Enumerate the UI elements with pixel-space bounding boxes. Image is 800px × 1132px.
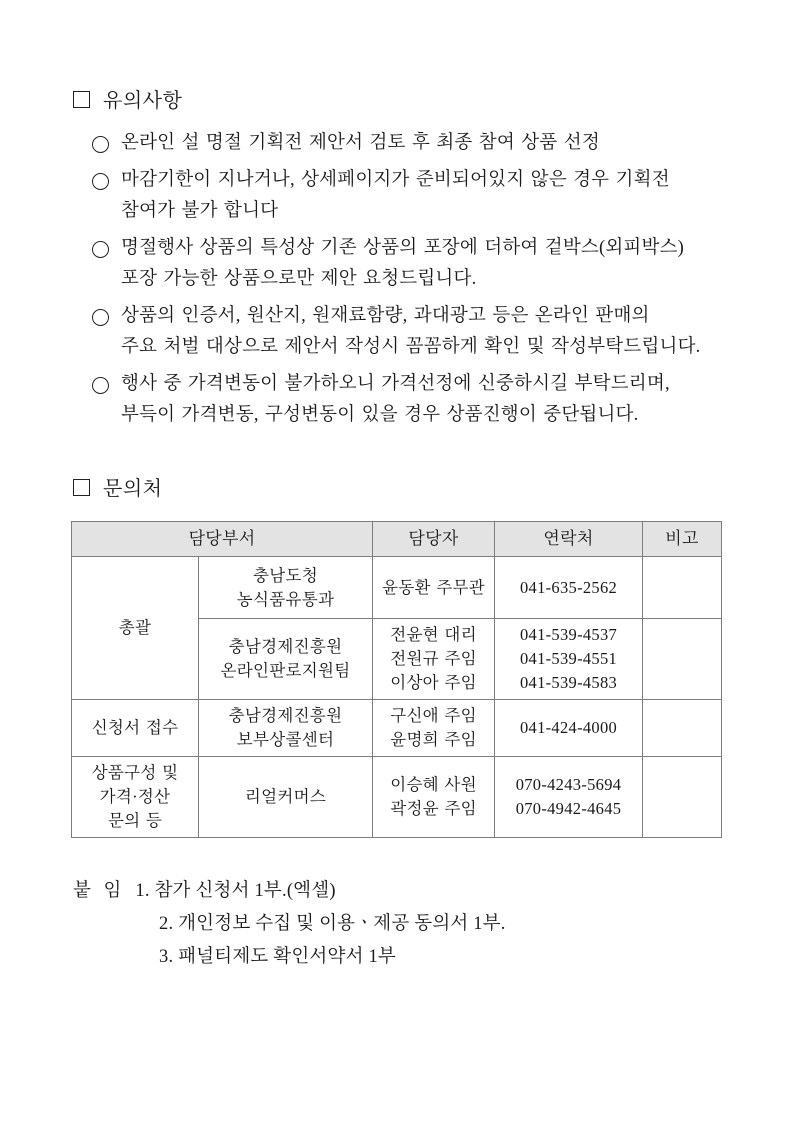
table-header-row [72, 522, 722, 557]
contact-heading-text: 문의처 [103, 478, 163, 500]
attachments-section [73, 875, 733, 974]
notices-section-heading [73, 90, 182, 111]
phone-line: 041-424-4000 [519, 718, 618, 737]
notice-item-1 [92, 128, 752, 159]
square-marker-icon [73, 479, 90, 496]
notice-item-2 [92, 165, 752, 227]
person-line: 윤동환 주무관 [382, 577, 485, 597]
cell-remarks [643, 619, 722, 700]
column-header-remarks: 비고 [643, 522, 722, 557]
notice-line: 행사 중 가격변동이 불가하오니 가격선정에 신중하시길 부탁드리며, [121, 374, 670, 394]
cell-person [373, 619, 495, 700]
circle-marker-icon [92, 241, 109, 258]
attachment-item-1: 1. 참가 신청서 1부.(엑셀) [135, 881, 336, 901]
cell-category-product [72, 757, 199, 838]
cell-category-chonggwal: 총괄 [72, 557, 199, 700]
category-line: 가격·정산 [99, 787, 171, 806]
cell-phone [495, 619, 643, 700]
notice-item-5 [92, 369, 752, 431]
circle-marker-icon [92, 377, 109, 394]
person-line: 이상아 주임 [390, 673, 477, 692]
person-line: 구신애 주임 [390, 706, 477, 725]
person-line: 곽정윤 주임 [390, 799, 477, 818]
notice-item-3 [92, 233, 752, 295]
table-row [72, 700, 722, 757]
person-line: 전윤현 대리 [390, 625, 477, 644]
notice-item-4 [92, 301, 752, 363]
notice-line: 포장 가능한 상품으로만 제안 요청드립니다. [121, 269, 477, 289]
attachment-item-3: 3. 패널티제도 확인서약서 1부 [159, 947, 396, 967]
table-row [72, 557, 722, 619]
notice-line: 마감기한이 지나거나, 상세페이지가 준비되어있지 않은 경우 기획전 [121, 170, 670, 190]
cell-category-application: 신청서 접수 [72, 700, 199, 757]
contact-section-heading [73, 478, 162, 499]
cell-organization [199, 619, 373, 700]
org-line: 충남도청 [253, 565, 318, 585]
circle-marker-icon [92, 173, 109, 190]
contact-table-container [71, 521, 721, 838]
circle-marker-icon [92, 309, 109, 326]
org-line: 리얼커머스 [244, 787, 327, 806]
cell-phone [495, 557, 643, 619]
cell-person [373, 557, 495, 619]
org-line: 충남경제진흥원 [228, 637, 343, 656]
notice-item-2-body [121, 165, 752, 227]
category-line: 상품구성 및 [91, 763, 179, 782]
notice-line: 온라인 설 명절 기획전 제안서 검토 후 최종 참여 상품 선정 [121, 133, 600, 153]
notices-list [92, 128, 752, 437]
org-line: 보부상콜센터 [236, 730, 335, 749]
phone-line: 070-4942-4645 [515, 799, 622, 818]
org-line: 충남경제진흥원 [228, 706, 343, 725]
phone-line: 070-4243-5694 [515, 775, 622, 794]
phone-line: 041-539-4537 [519, 625, 618, 644]
cell-organization [199, 757, 373, 838]
notice-line: 명절행사 상품의 특성상 기존 상품의 포장에 더하여 겉박스(외피박스) [121, 238, 684, 258]
cell-remarks [643, 557, 722, 619]
cell-remarks [643, 700, 722, 757]
circle-marker-icon [92, 136, 109, 153]
notice-line: 상품의 인증서, 원산지, 원재료함량, 과대광고 등은 온라인 판매의 [121, 306, 650, 326]
cell-phone [495, 700, 643, 757]
notice-item-5-body [121, 369, 752, 431]
notice-line: 주요 처벌 대상으로 제안서 작성시 꼼꼼하게 확인 및 작성부탁드립니다. [121, 337, 701, 357]
phone-line: 041-635-2562 [519, 577, 618, 597]
cell-phone [495, 757, 643, 838]
table-row [72, 757, 722, 838]
column-header-person: 담당자 [373, 522, 495, 557]
column-header-department: 담당부서 [72, 522, 373, 557]
org-line: 온라인판로지원팀 [220, 661, 351, 680]
cell-organization [199, 700, 373, 757]
cell-person [373, 700, 495, 757]
column-header-phone: 연락처 [495, 522, 643, 557]
notice-item-4-body [121, 301, 752, 363]
notice-item-1-body [121, 128, 752, 159]
notice-item-3-body [121, 233, 752, 295]
person-line: 전원규 주임 [390, 649, 477, 668]
phone-line: 041-539-4551 [519, 649, 618, 668]
attachments-label: 붙 임 [73, 881, 126, 901]
notices-heading-text: 유의사항 [103, 90, 183, 112]
cell-remarks [643, 757, 722, 838]
cell-organization [199, 557, 373, 619]
person-line: 이승혜 사원 [390, 775, 477, 794]
contact-table [71, 521, 722, 838]
cell-person [373, 757, 495, 838]
person-line: 윤명희 주임 [390, 730, 477, 749]
notice-line: 참여가 불가 합니다 [121, 201, 279, 221]
category-line: 문의 등 [107, 811, 163, 830]
org-line: 농식품유통과 [236, 589, 335, 609]
attachment-item-1-row [73, 875, 733, 908]
notice-line: 부득이 가격변동, 구성변동이 있을 경우 상품진행이 중단됩니다. [121, 405, 639, 425]
phone-line: 041-539-4583 [519, 673, 618, 692]
square-marker-icon [73, 91, 90, 108]
attachment-item-2: 2. 개인정보 수집 및 이용ㆍ제공 동의서 1부. [159, 914, 506, 934]
